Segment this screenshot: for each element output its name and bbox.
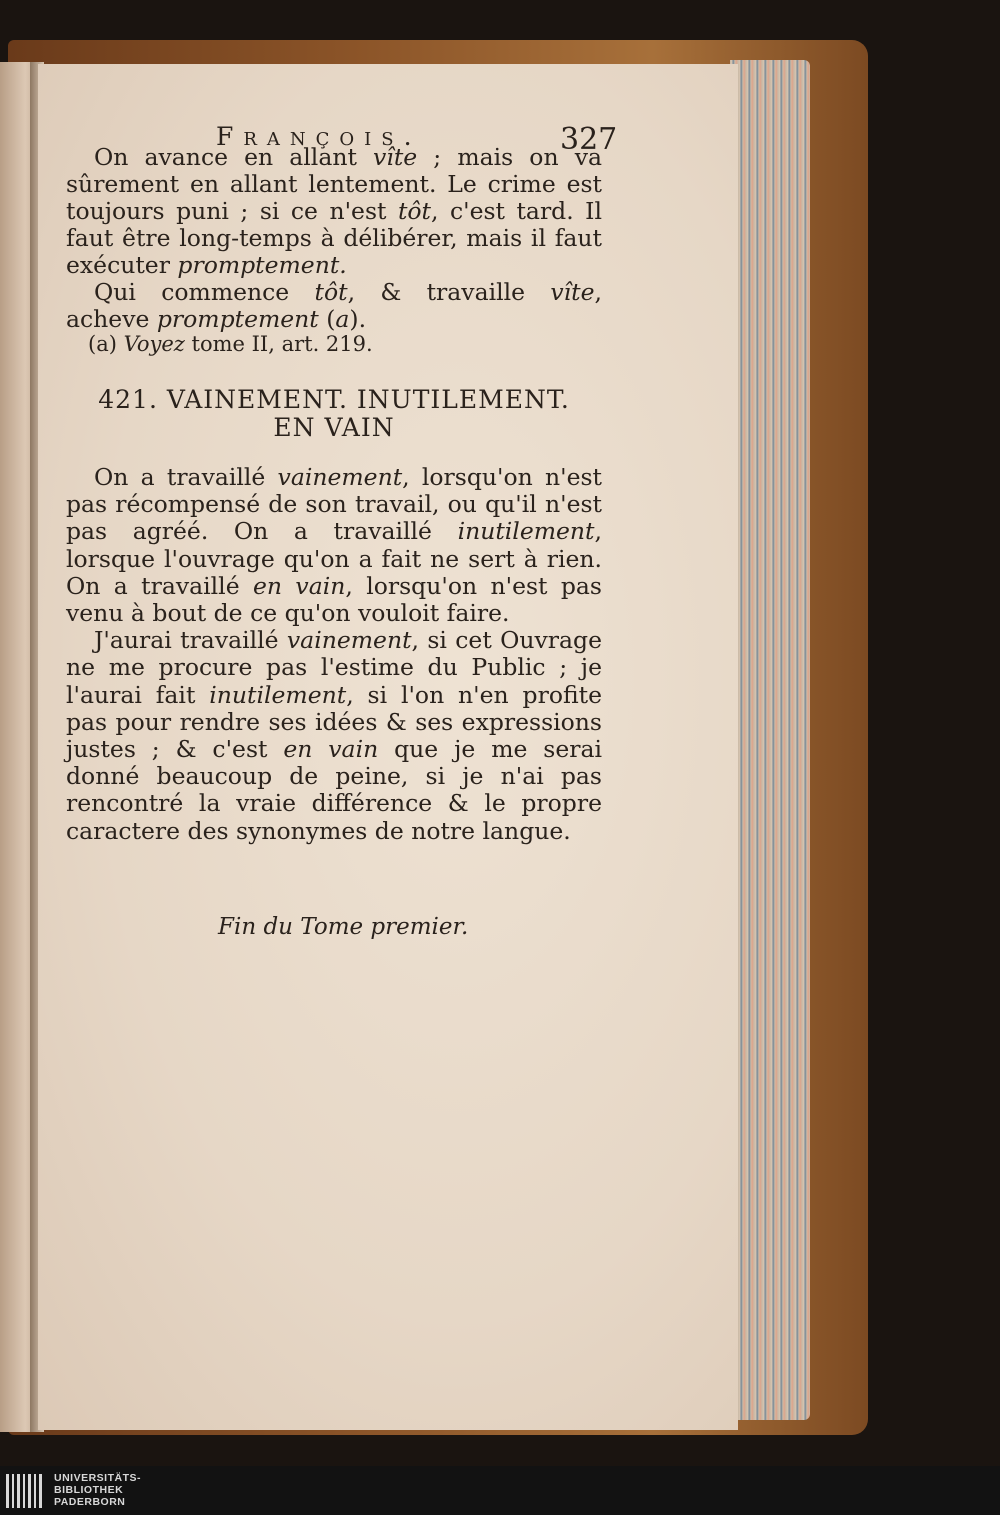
italic-text: inutilement bbox=[209, 680, 347, 709]
italic-text: vainement bbox=[277, 463, 403, 491]
library-line-1: UNIVERSITÄTS- bbox=[54, 1472, 142, 1484]
end-note: Fin du Tome premier. bbox=[218, 914, 469, 940]
italic-text: vîte bbox=[550, 278, 595, 306]
paragraph bbox=[66, 627, 602, 845]
text-run: , lorsque l'ouvrage qu'on a fait ne sert à rien. On a travaillé bbox=[66, 517, 602, 600]
italic-text: en vain bbox=[283, 735, 379, 764]
section-heading bbox=[66, 386, 602, 442]
footer-bar bbox=[0, 1466, 1000, 1515]
italic-text: promptement. bbox=[177, 251, 347, 279]
footnote-ref: Voyez bbox=[123, 332, 185, 356]
paragraph bbox=[66, 464, 602, 627]
text-run: ; mais on va sûrement en allant lentement. Le crime est toujours puni ; si ce n'est bbox=[66, 143, 602, 225]
footnote-text: tome II, art. 219. bbox=[191, 332, 373, 356]
text-block-main bbox=[66, 464, 602, 845]
italic-text: vainement bbox=[286, 626, 412, 655]
running-title: François. bbox=[216, 122, 422, 151]
footnote bbox=[88, 332, 373, 356]
library-logo-icon bbox=[6, 1474, 44, 1508]
italic-text: tôt bbox=[397, 197, 431, 225]
text-run: , c'est tard. Il faut être long-temps à délibérer, mais il faut exécuter bbox=[66, 197, 602, 279]
italic-text: vîte bbox=[373, 143, 418, 171]
text-run: On a travaillé bbox=[94, 463, 278, 491]
page-edges bbox=[730, 60, 810, 1420]
library-line-3: PADERBORN bbox=[54, 1496, 126, 1508]
text-run: , & travaille bbox=[347, 278, 551, 306]
text-run: On avance en allant bbox=[94, 143, 374, 171]
library-line-2: BIBLIOTHEK bbox=[54, 1484, 124, 1496]
text-block-top bbox=[66, 144, 602, 333]
paragraph bbox=[66, 144, 602, 279]
text-run: , lorsqu'on n'est pas venu à bout de ce qu'on vouloit faire. bbox=[66, 571, 602, 628]
italic-text: tôt bbox=[314, 278, 348, 306]
italic-text: inutilement bbox=[457, 517, 595, 546]
italic-text: en vain bbox=[253, 571, 346, 600]
text-run: , acheve bbox=[66, 278, 602, 333]
text-run: , lorsqu'on n'est pas récompensé de son travail, ou qu'il n'est pas agréé. On a travaillé bbox=[66, 463, 602, 546]
text-run: , si l'on n'en profite pas pour rendre ses idées & ses expressions justes ; & c'est bbox=[66, 680, 602, 764]
paragraph bbox=[66, 279, 602, 333]
text-run: Qui commence bbox=[94, 278, 315, 306]
book-page bbox=[38, 64, 738, 1430]
text-run: que je me serai donné beaucoup de peine, si je n'ai pas rencontré la vraie différence & le propre caractere des synonymes de notre langue. bbox=[66, 735, 603, 845]
text-run: J'aurai travaillé bbox=[94, 626, 287, 655]
footnote-marker: (a) bbox=[88, 332, 117, 356]
page-number: 327 bbox=[560, 122, 618, 157]
italic-text: promptement bbox=[156, 305, 319, 333]
italic-text: a bbox=[335, 305, 350, 333]
library-name bbox=[54, 1472, 141, 1508]
text-run: ). bbox=[349, 305, 367, 333]
heading-line-1: 421. VAINEMENT. INUTILEMENT. bbox=[98, 385, 570, 414]
heading-line-2: EN VAIN bbox=[273, 413, 395, 442]
text-run: ( bbox=[318, 305, 336, 333]
text-run: , si cet Ouvrage ne me procure pas l'estime du Public ; je l'aurai fait bbox=[66, 626, 602, 709]
